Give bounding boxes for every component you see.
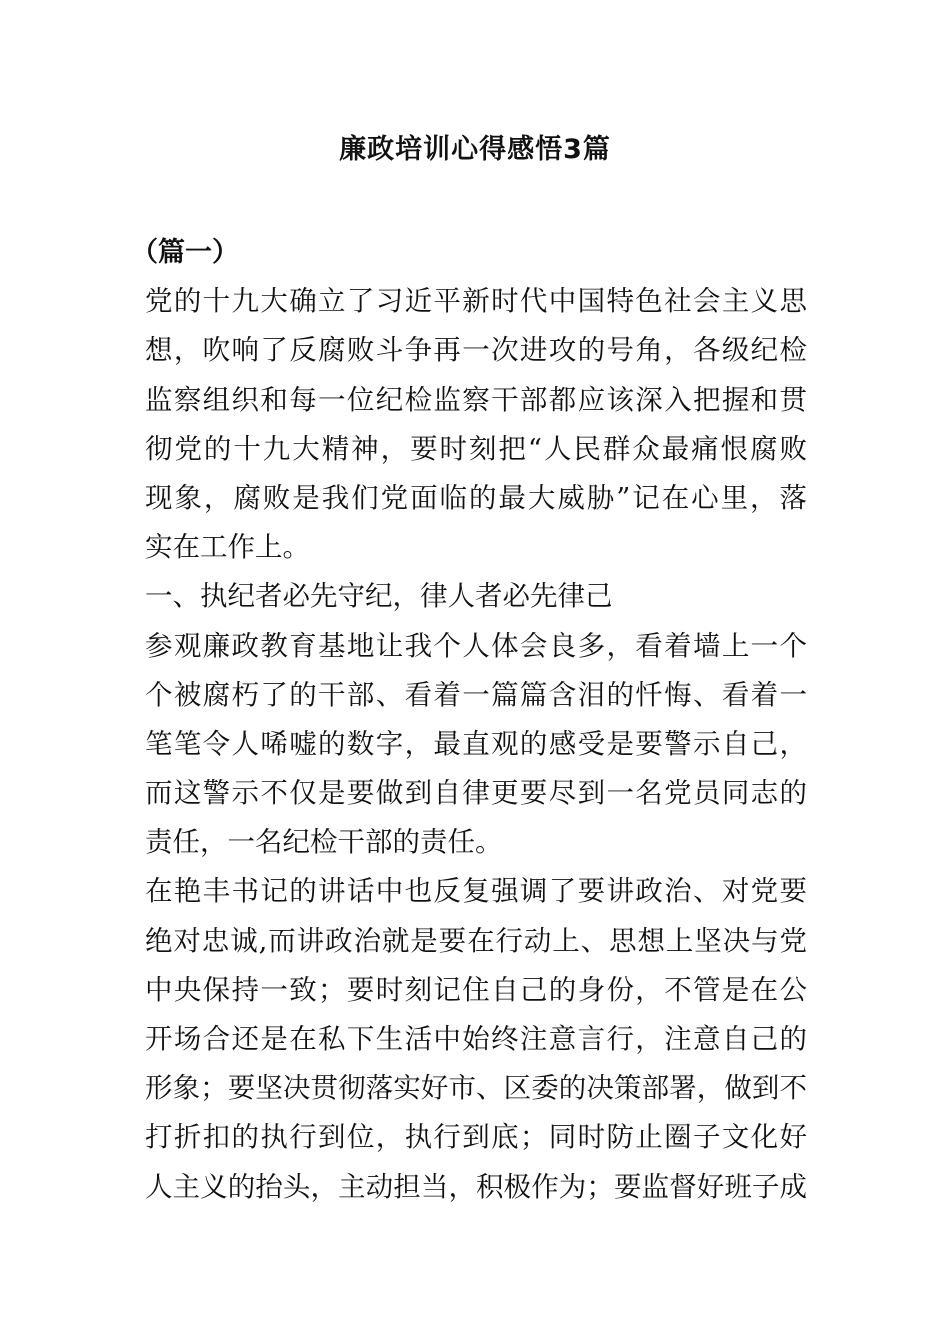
paragraph-line: 个被腐朽了的干部、看着一篇篇含泪的忏悔、看着一 <box>145 678 807 711</box>
section-heading: 一、执纪者必先守纪，律人者必先律己 <box>145 580 613 613</box>
paragraph-line: 责任，一名纪检干部的责任。 <box>145 826 503 859</box>
paragraph-line: 笔笔令人唏嘘的数字，最直观的感受是要警示自己， <box>145 727 807 760</box>
paragraph-line: 实在工作上。 <box>145 531 310 564</box>
section-label: （篇一） <box>131 237 239 268</box>
paragraph-line: 中央保持一致；要时刻记住自己的身份，不管是在公 <box>145 973 807 1006</box>
paragraph-line: 想，吹响了反腐败斗争再一次进攻的号角，各级纪检 <box>145 334 807 367</box>
document-body <box>131 228 807 1212</box>
paragraph-line: 人主义的抬头，主动担当，积极作为；要监督好班子成 <box>145 1170 807 1203</box>
paragraph-line: 现象，腐败是我们党面临的最大威胁”记在心里，落 <box>145 481 807 514</box>
paragraph-line: 绝对忠诚,而讲政治就是要在行动上、思想上坚决与党 <box>145 924 807 957</box>
document-title: 廉政培训心得感悟3篇 <box>339 134 611 165</box>
paragraph-line: 打折扣的执行到位，执行到底；同时防止圈子文化好 <box>145 1121 807 1154</box>
paragraph-line: 监察组织和每一位纪检监察干部都应该深入把握和贯 <box>145 383 807 416</box>
paragraph-line: 党的十九大确立了习近平新时代中国特色社会主义思 <box>145 285 807 318</box>
paragraph-line: 开场合还是在私下生活中始终注意言行，注意自己的 <box>145 1023 807 1055</box>
paragraph-line: 在艳丰书记的讲话中也反复强调了要讲政治、对党要 <box>145 875 807 908</box>
paragraph-line: 而这警示不仅是要做到自律更要尽到一名党员同志的 <box>145 777 807 810</box>
paragraph-line: 形象；要坚决贯彻落实好市、区委的决策部署，做到不 <box>145 1072 807 1105</box>
paragraph-line: 彻党的十九大精神，要时刻把“人民群众最痛恨腐败 <box>145 432 807 465</box>
paragraph-line: 参观廉政教育基地让我个人体会良多，看着墙上一个 <box>145 629 807 662</box>
